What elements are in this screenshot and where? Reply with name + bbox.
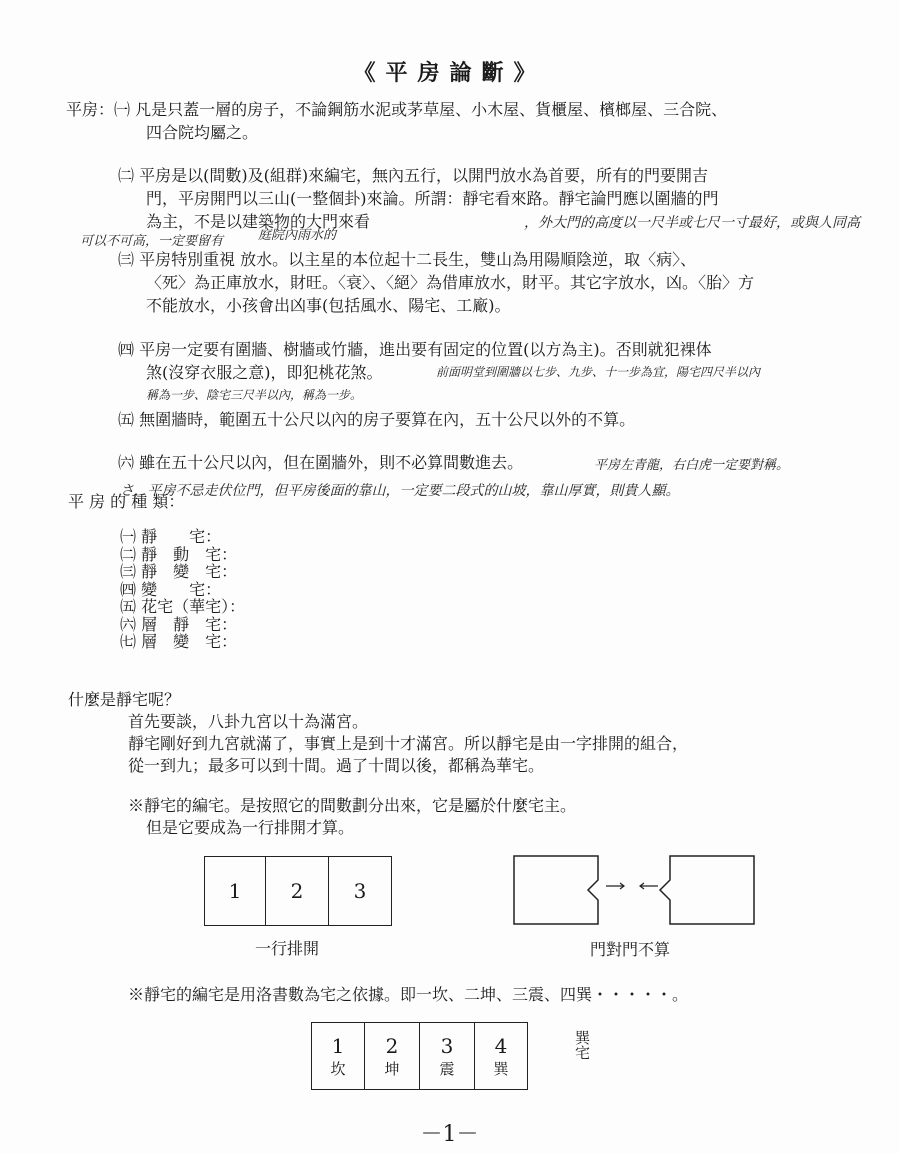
handwritten-note: 平房左青龍，右白虎一定要對稱。 bbox=[594, 457, 790, 472]
types-list bbox=[120, 528, 245, 651]
type-item: ㈤ 花宅（華宅）： bbox=[120, 597, 246, 616]
luoshu-cell: 2 坤 bbox=[365, 1023, 420, 1089]
rule-6-line-1: ㈥ 雖在五十公尺以內，但在圍牆外，則不必算間數進去。 bbox=[118, 453, 524, 472]
handwritten-note: 前面明堂到圍牆以七步、九步、十一步為宜，陽宅四尺半以內 bbox=[436, 365, 761, 379]
one-row-diagram bbox=[204, 856, 392, 926]
handwritten-note: 可以不可高，一定要留有 bbox=[80, 233, 224, 248]
rule-5-line-1: ㈤ 無圍牆時，範圍五十公尺以內的房子要算在內，五十公尺以外的不算。 bbox=[118, 410, 636, 429]
rule-2-line-3: 為主，不是以建築物的大門來看 bbox=[146, 212, 371, 231]
rule-1-line-2: 四合院均屬之。 bbox=[146, 123, 259, 142]
type-item: ㈣ 變 宅： bbox=[120, 579, 222, 599]
luoshu-cell: 3 震 bbox=[420, 1023, 475, 1089]
diagram-caption: 一行排開 bbox=[255, 939, 320, 958]
handwritten-note: 稱為一步、陰宅三尺半以內，稱為一步。 bbox=[146, 388, 363, 402]
rule-3-line-2: 〈死〉為正庫放水，財旺。〈衰〉、〈絕〉為借庫放水，財平。其它字放水，凶。〈胎〉方 bbox=[146, 273, 755, 292]
page-number: －1－ bbox=[420, 1122, 479, 1147]
rule-4-line-1: ㈣ 平房一定要有圍牆、樹牆或竹牆，進出要有固定的位置(以方為主)。否則就犯裸体 bbox=[118, 340, 712, 359]
rule-2-line-2: 門，平房開門以三山(一整個卦)來論。所謂：靜宅看來路。靜宅論門應以圍牆的門 bbox=[146, 189, 719, 208]
room-cell: 2 bbox=[266, 857, 329, 925]
note-line: 但是它要成為一行排開才算。 bbox=[146, 818, 355, 837]
door-facing-door-diagram bbox=[510, 850, 760, 930]
rule-3-line-3: 不能放水，小孩會出凶事(包括風水、陽宅、工廠)。 bbox=[146, 296, 511, 315]
type-item: ㈢ 靜 變 宅： bbox=[120, 562, 238, 581]
rule-2-line-1: ㈡ 平房是以(間數)及(組群)來編宅，無內五行，以開門放水為首要，所有的門要開吉 bbox=[118, 166, 709, 185]
luoshu-cell: 1 坎 bbox=[312, 1023, 365, 1089]
room-cell: 1 bbox=[205, 857, 266, 925]
room-cell: 3 bbox=[353, 879, 367, 903]
arrow-left-icon bbox=[640, 883, 658, 889]
answer-line: 從一到九；最多可以到十間。過了十間以後，都稱為華宅。 bbox=[128, 756, 545, 775]
note-line: ※靜宅的編宅。是按照它的間數劃分出來，它是屬於什麼宅主。 bbox=[128, 796, 577, 815]
page-title: 《平房論斷》 bbox=[353, 60, 546, 86]
type-item: ㈥ 層 靜 宅： bbox=[120, 614, 238, 634]
table-label: 巽宅 bbox=[573, 1030, 591, 1060]
answer-line: 靜宅剛好到九宮就滿了，事實上是到十才滿宮。所以靜宅是由一字排開的組合， bbox=[128, 734, 689, 753]
handwritten-note: さ，平房不忌走伏位門，但平房後面的靠山，一定要二段式的山坡，靠山厚實，則貴人顯。 bbox=[120, 484, 680, 499]
rule-4-line-2: 煞(沒穿衣服之意)，即犯桃花煞。 bbox=[146, 363, 383, 382]
answer-line: 首先要談，八卦九宮以十為滿宮。 bbox=[128, 712, 369, 731]
type-item: ㈡ 靜 動 宅： bbox=[120, 544, 238, 564]
arrow-right-icon bbox=[606, 883, 624, 889]
luoshu-cell: 4 巽 bbox=[493, 1033, 509, 1078]
type-item: ㈠ 靜 宅： bbox=[120, 527, 222, 546]
note-line: ※靜宅的編宅是用洛書數為宅之依據。即一坎、二坤、三震、四巽・・・・・。 bbox=[128, 985, 689, 1004]
type-item: ㈦ 層 變 宅： bbox=[120, 632, 238, 651]
types-heading: 平 房 的 種 類： bbox=[68, 492, 185, 511]
rule-1-line-1: 平房：㈠ 凡是只蓋一層的房子，不論鋼筋水泥或茅草屋、小木屋、貨櫃屋、檳榔屋、三合院、 bbox=[66, 100, 728, 119]
luoshu-table bbox=[311, 1022, 528, 1090]
question-heading: 什麼是靜宅呢？ bbox=[68, 690, 181, 709]
rule-3-line-1: ㈢ 平房特別重視 放水。以主星的本位起十二長生，雙山為用陽順陰逆，取〈病〉、 bbox=[118, 250, 697, 269]
handwritten-note: 庭院內雨水的 bbox=[258, 227, 337, 242]
diagram-caption: 門對門不算 bbox=[590, 940, 671, 959]
handwritten-note: ，外大門的高度以一尺半或七尺一寸最好，或與人同高 bbox=[524, 216, 860, 231]
